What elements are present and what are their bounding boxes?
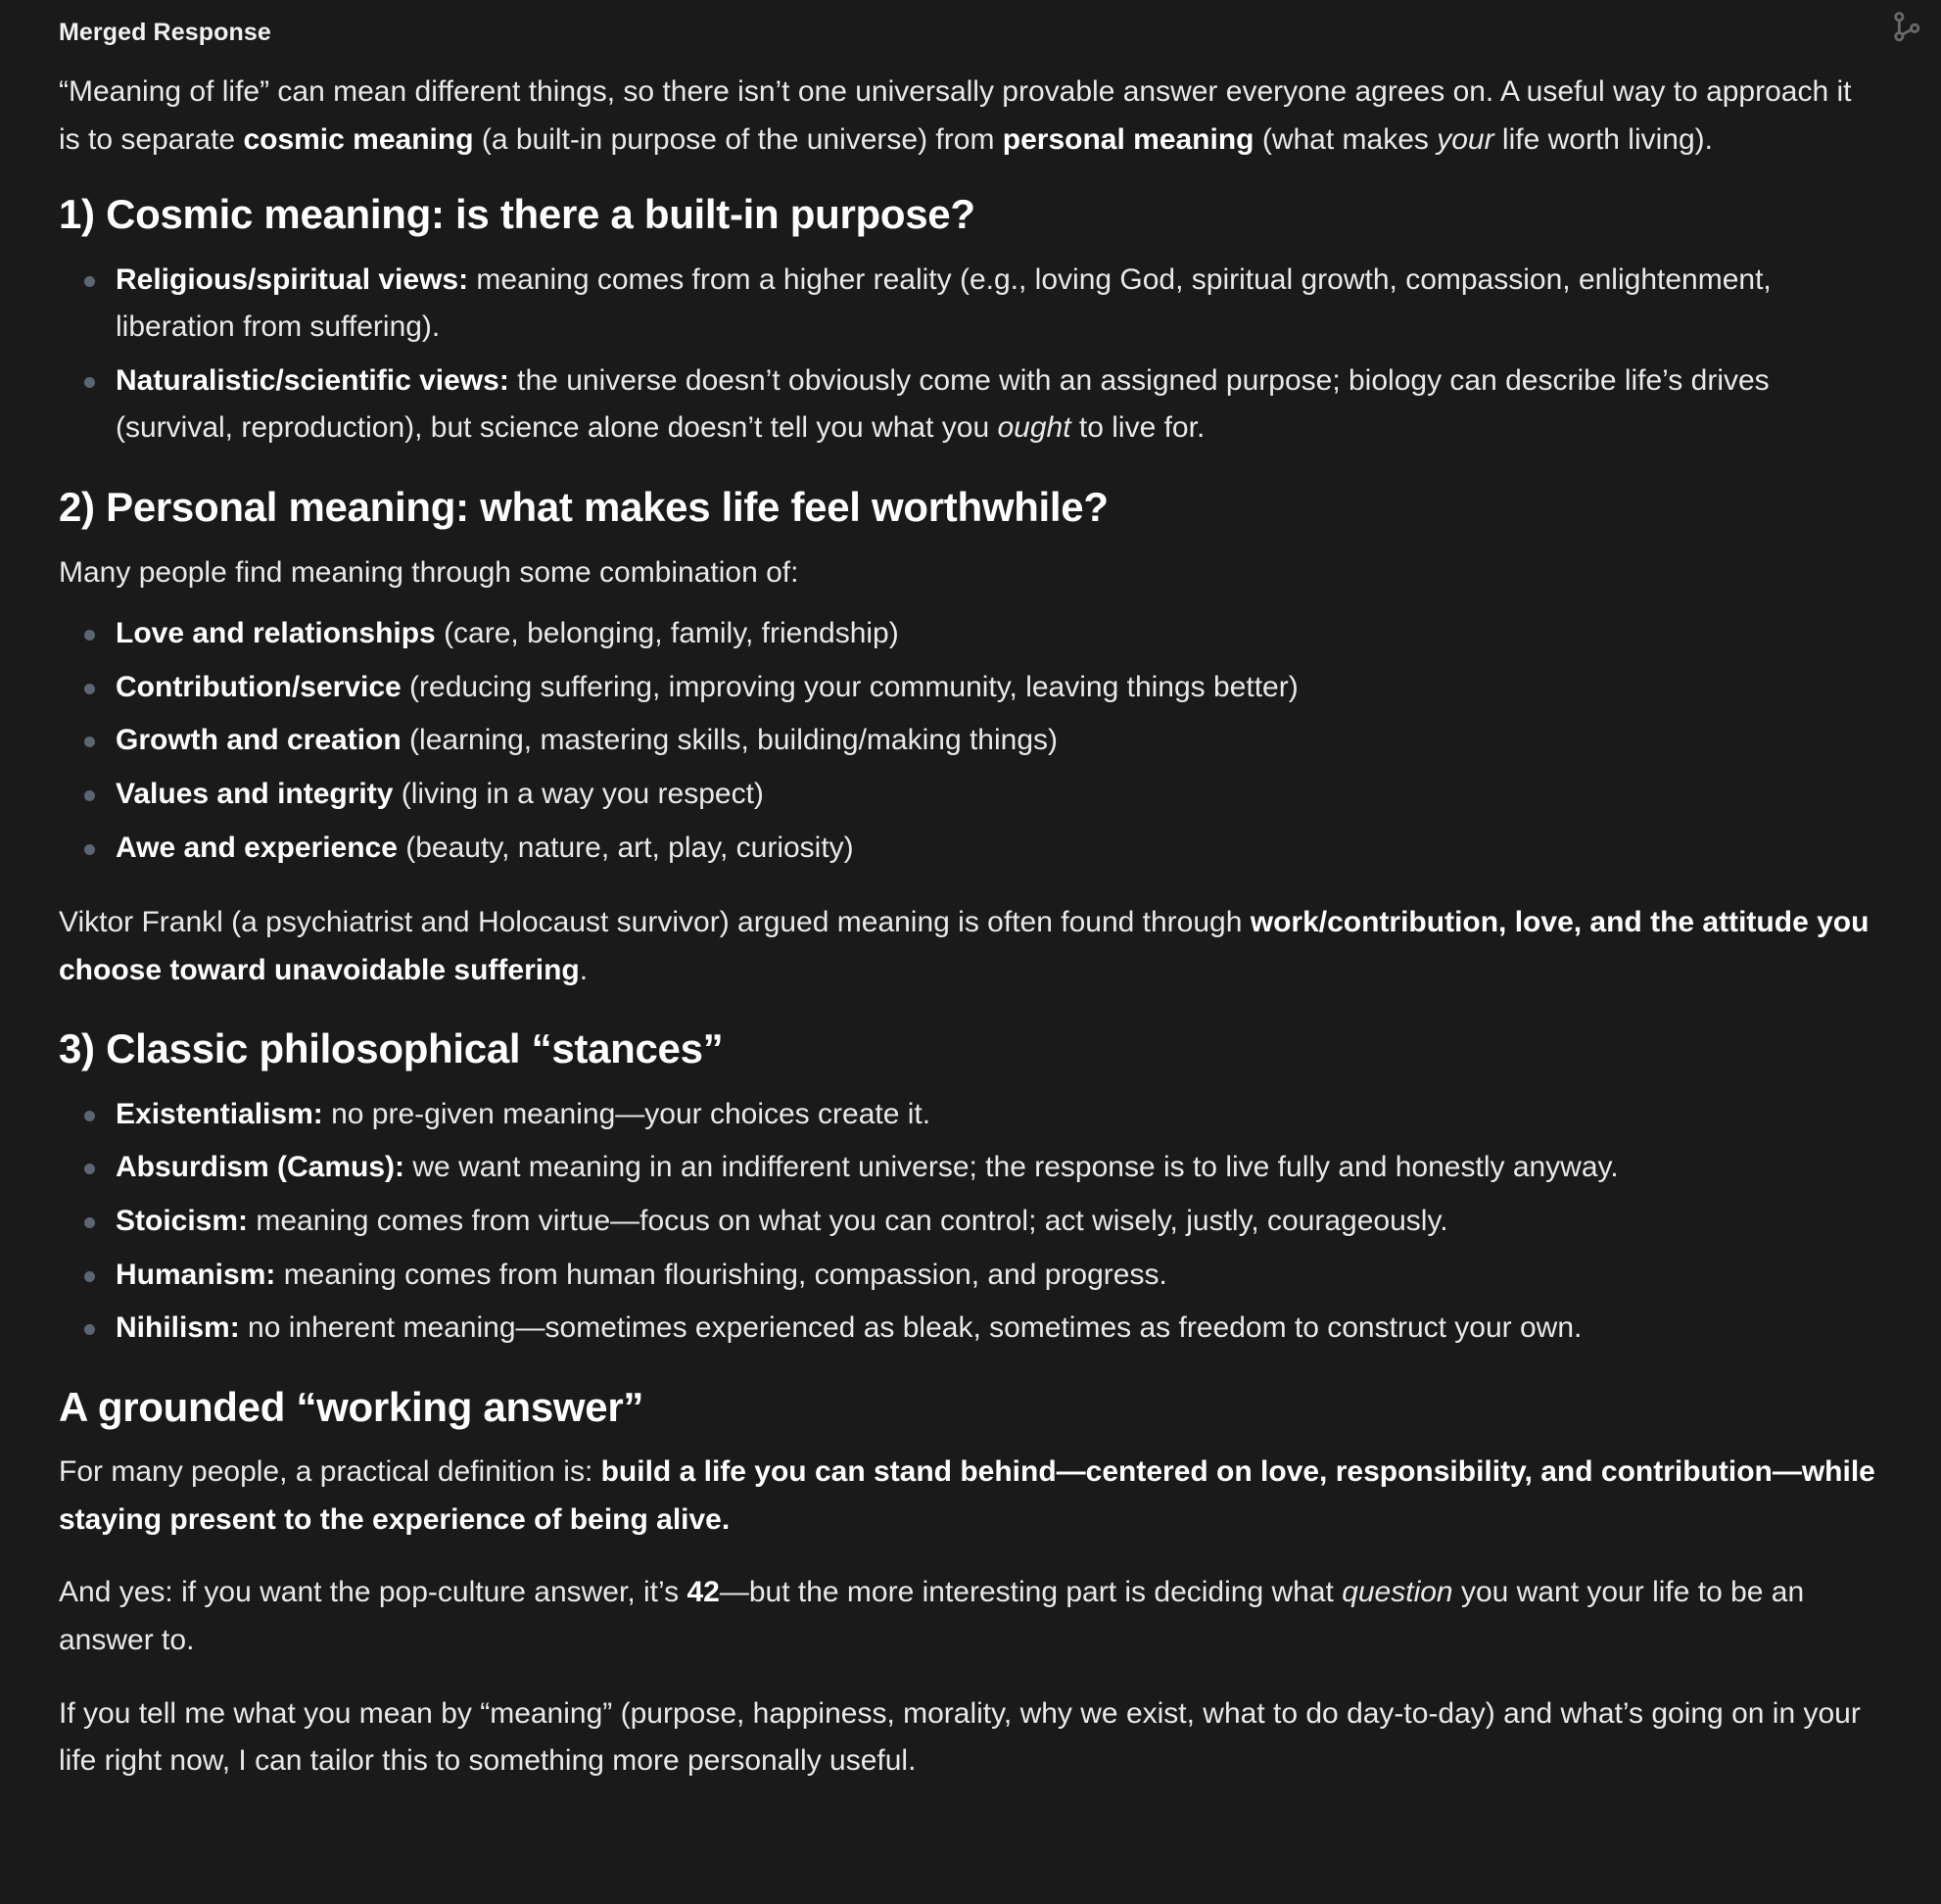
list-item [59,771,1882,819]
working-answer-emphasis: build a life you can stand behind—centered on love, responsibility, and contribution—while staying present to the experience of being alive. [59,1455,1875,1536]
section-heading-working-answer: A grounded “working answer” [59,1383,644,1430]
pop-culture-text-3: you want your life to be an answer to. [59,1576,1805,1657]
working-answer-text: For many people, a practical definition is: [59,1455,601,1489]
section-heading-philosophical-stances: 3) Classic philosophical “stances” [59,1025,724,1072]
list-item [59,664,1882,712]
bullet-term: Love and relationships [116,617,436,650]
list-item [59,610,1882,658]
bullet-text: no pre-given meaning—your choices create it. [322,1097,931,1130]
section-heading-personal-meaning: 2) Personal meaning: what makes life feel worthwhile? [59,484,1109,531]
bullet-term: Awe and experience [116,831,398,864]
bullet-text-cont: to live for. [1070,411,1206,445]
intro-text-2: (a built-in purpose of the universe) from [473,122,1003,156]
git-merge-icon[interactable] [1886,8,1925,47]
pop-culture-paragraph [59,1569,1880,1664]
bullet-text: meaning comes from virtue—focus on what you can control; act wisely, justly, courageously. [248,1205,1448,1237]
list-item [59,825,1882,873]
bullet-text: (beauty, nature, art, play, curiosity) [397,831,854,864]
page-title: Merged Response [59,19,271,46]
personal-meaning-list [59,610,1882,872]
pop-culture-text-1: And yes: if you want the pop-culture answer, it’s [59,1576,687,1609]
bullet-text: (care, belonging, family, friendship) [435,617,899,650]
section-heading-cosmic-meaning: 1) Cosmic meaning: is there a built-in purpose? [59,191,975,238]
bullet-text: the universe doesn’t obviously come with an assigned purpose; biology can describe life’s drives (survival, reproduction), but science alone doesn’t tell you what you [116,363,1770,445]
list-item [59,717,1882,765]
bullet-term: Nihilism: [116,1311,240,1345]
cosmic-meaning-list [59,257,1882,452]
bullet-term: Humanism: [116,1258,276,1291]
frankl-text-2: . [579,953,589,986]
intro-emphasis-your: your [1437,122,1494,156]
frankl-paragraph [59,899,1880,994]
personal-meaning-lead: Many people find meaning through some combination of: [59,555,799,589]
list-item [59,1252,1882,1300]
bullet-term: Stoicism: [116,1205,249,1237]
pop-culture-emphasis-question: question [1342,1576,1453,1609]
list-item [59,257,1882,352]
working-answer-paragraph [59,1449,1880,1544]
list-item [59,1091,1882,1139]
bullet-term: Existentialism: [116,1097,323,1130]
bullet-text: (learning, mastering skills, building/making things) [401,724,1059,757]
bullet-text: meaning comes from human flourishing, compassion, and progress. [275,1258,1167,1291]
intro-term-personal: personal meaning [1002,122,1255,156]
pop-culture-text-2: —but the more interesting part is deciding what [719,1576,1343,1609]
list-item [59,1305,1882,1353]
intro-text-3: (what makes [1254,122,1438,156]
bullet-term: Contribution/service [116,670,402,703]
intro-paragraph [59,69,1880,164]
bullet-term: Absurdism (Camus): [116,1151,405,1184]
philosophical-stances-list [59,1091,1882,1353]
frankl-text-1: Viktor Frankl (a psychiatrist and Holocaust survivor) argued meaning is often found through [59,906,1251,939]
bullet-emphasis: ought [997,411,1071,445]
bullet-term: Values and integrity [116,777,394,810]
bullet-text: (reducing suffering, improving your community, leaving things better) [401,670,1299,703]
bullet-term: Religious/spiritual views: [116,262,469,296]
closing-paragraph: If you tell me what you mean by “meaning” (purpose, happiness, morality, why we exist, what to do day-to-day) and what’s going on in your life right now, I can tailor this to something more personally useful. [59,1696,1861,1778]
intro-text-4: life worth living). [1493,122,1713,156]
bullet-text: we want meaning in an indifferent universe; the response is to live fully and honestly anyway. [404,1151,1619,1184]
bullet-term: Growth and creation [116,724,402,757]
intro-term-cosmic: cosmic meaning [243,122,474,156]
frankl-emphasis: work/contribution, love, and the attitude you choose toward unavoidable suffering [59,906,1870,986]
bullet-text: meaning comes from a higher reality (e.g., loving God, spiritual growth, compassion, enlightenment, liberation from suffering). [116,262,1772,344]
intro-text-1: “Meaning of life” can mean different things, so there isn’t one universally provable answer everyone agrees on. A useful way to approach it is to separate [59,75,1852,156]
answer-number-42: 42 [686,1576,720,1609]
bullet-text: no inherent meaning—sometimes experienced as bleak, sometimes as freedom to construct your own. [239,1311,1583,1345]
list-item [59,1198,1882,1246]
list-item [59,1144,1882,1192]
list-item [59,357,1882,452]
bullet-text: (living in a way you respect) [393,777,764,810]
bullet-term: Naturalistic/scientific views: [116,363,509,397]
